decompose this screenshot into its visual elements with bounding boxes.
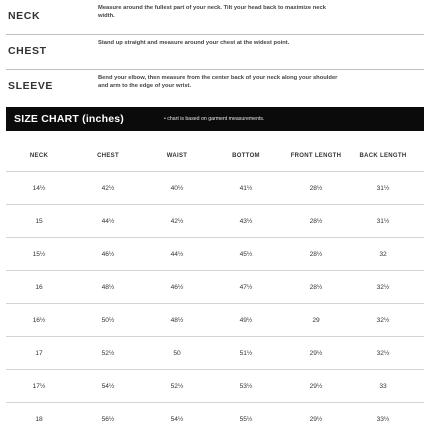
- column-header: NECK: [29, 152, 49, 159]
- table-cell: 16½: [32, 316, 46, 324]
- guide-term: CHEST: [8, 45, 47, 57]
- column-header: WAIST: [166, 152, 188, 159]
- table-cell: 33: [379, 382, 387, 390]
- table-cell: 49½: [239, 316, 253, 324]
- column-header: CHEST: [97, 152, 119, 159]
- table-row: [6, 173, 424, 203]
- size-chart-note: • chart is based on garment measurements.: [164, 116, 265, 122]
- table-cell: 47½: [239, 283, 253, 291]
- table-cell: 42½: [101, 184, 115, 192]
- table-cell: 18: [35, 415, 43, 423]
- divider: [6, 171, 424, 172]
- table-cell: 17: [35, 349, 43, 357]
- table-cell: 29½: [309, 415, 323, 423]
- size-chart-banner: [6, 107, 424, 131]
- table-cell: 54½: [101, 382, 115, 390]
- table-cell: 14½: [32, 184, 46, 192]
- table-row: [6, 206, 424, 236]
- guide-text: Stand up straight and measure around your chest at the widest point.: [98, 40, 290, 46]
- table-cell: 31½: [376, 184, 390, 192]
- column-header: FRONT LENGTH: [290, 152, 342, 159]
- table-cell: 29½: [309, 349, 323, 357]
- table-cell: 29: [312, 316, 320, 324]
- table-cell: 54½: [170, 415, 184, 423]
- divider: [6, 336, 424, 337]
- table-cell: 31½: [376, 217, 390, 225]
- table-cell: 52½: [170, 382, 184, 390]
- table-cell: 32½: [376, 349, 390, 357]
- table-cell: 28½: [309, 250, 323, 258]
- guide-text: Bend your elbow, then measure from the center back of your neck along your shoulder and arm to the edge of your wrist.: [98, 75, 338, 89]
- table-cell: 16: [35, 283, 43, 291]
- table-cell: 32: [379, 250, 387, 258]
- table-cell: 55½: [239, 415, 253, 423]
- table-row: [6, 338, 424, 368]
- divider: [6, 369, 424, 370]
- table-header-row: [6, 141, 424, 171]
- table-cell: 17½: [32, 382, 46, 390]
- table-cell: 50½: [101, 316, 115, 324]
- table-cell: 48½: [170, 316, 184, 324]
- guide-row-sleeve: [6, 74, 424, 102]
- guide-term: NECK: [8, 10, 41, 22]
- table-cell: 41½: [239, 184, 253, 192]
- table-cell: 50: [173, 349, 181, 357]
- table-cell: 51½: [239, 349, 253, 357]
- table-row: [6, 371, 424, 401]
- table-cell: 52½: [101, 349, 115, 357]
- table-cell: 42½: [170, 217, 184, 225]
- divider: [6, 34, 424, 35]
- table-cell: 48½: [101, 283, 115, 291]
- table-cell: 28½: [309, 217, 323, 225]
- table-cell: 45½: [239, 250, 253, 258]
- table-cell: 29½: [309, 382, 323, 390]
- divider: [6, 204, 424, 205]
- divider: [6, 303, 424, 304]
- divider: [6, 69, 424, 70]
- table-cell: 46½: [170, 283, 184, 291]
- table-cell: 32½: [376, 283, 390, 291]
- table-cell: 44½: [101, 217, 115, 225]
- table-cell: 43½: [239, 217, 253, 225]
- column-header: BACK LENGTH: [359, 152, 407, 159]
- column-header: BOTTOM: [232, 152, 260, 159]
- table-cell: 15½: [32, 250, 46, 258]
- table-cell: 15: [35, 217, 43, 225]
- table-cell: 46½: [101, 250, 115, 258]
- table-cell: 32½: [376, 316, 390, 324]
- table-cell: 56½: [101, 415, 115, 423]
- table-row: [6, 239, 424, 269]
- divider: [6, 402, 424, 403]
- table-row: [6, 305, 424, 335]
- guide-row-chest: [6, 39, 424, 67]
- table-cell: 28½: [309, 283, 323, 291]
- size-table: [6, 141, 424, 430]
- size-chart-title: SIZE CHART (inches): [14, 113, 124, 125]
- table-row: [6, 272, 424, 302]
- table-cell: 44½: [170, 250, 184, 258]
- table-cell: 53½: [239, 382, 253, 390]
- guide-term: SLEEVE: [8, 80, 54, 92]
- divider: [6, 237, 424, 238]
- divider: [6, 270, 424, 271]
- guide-row-neck: [6, 4, 424, 32]
- table-cell: 40½: [170, 184, 184, 192]
- table-cell: 33½: [376, 415, 390, 423]
- table-cell: 28½: [309, 184, 323, 192]
- guide-text: Measure around the fullest part of your neck. Tilt your head back to maximize neck width.: [98, 5, 326, 19]
